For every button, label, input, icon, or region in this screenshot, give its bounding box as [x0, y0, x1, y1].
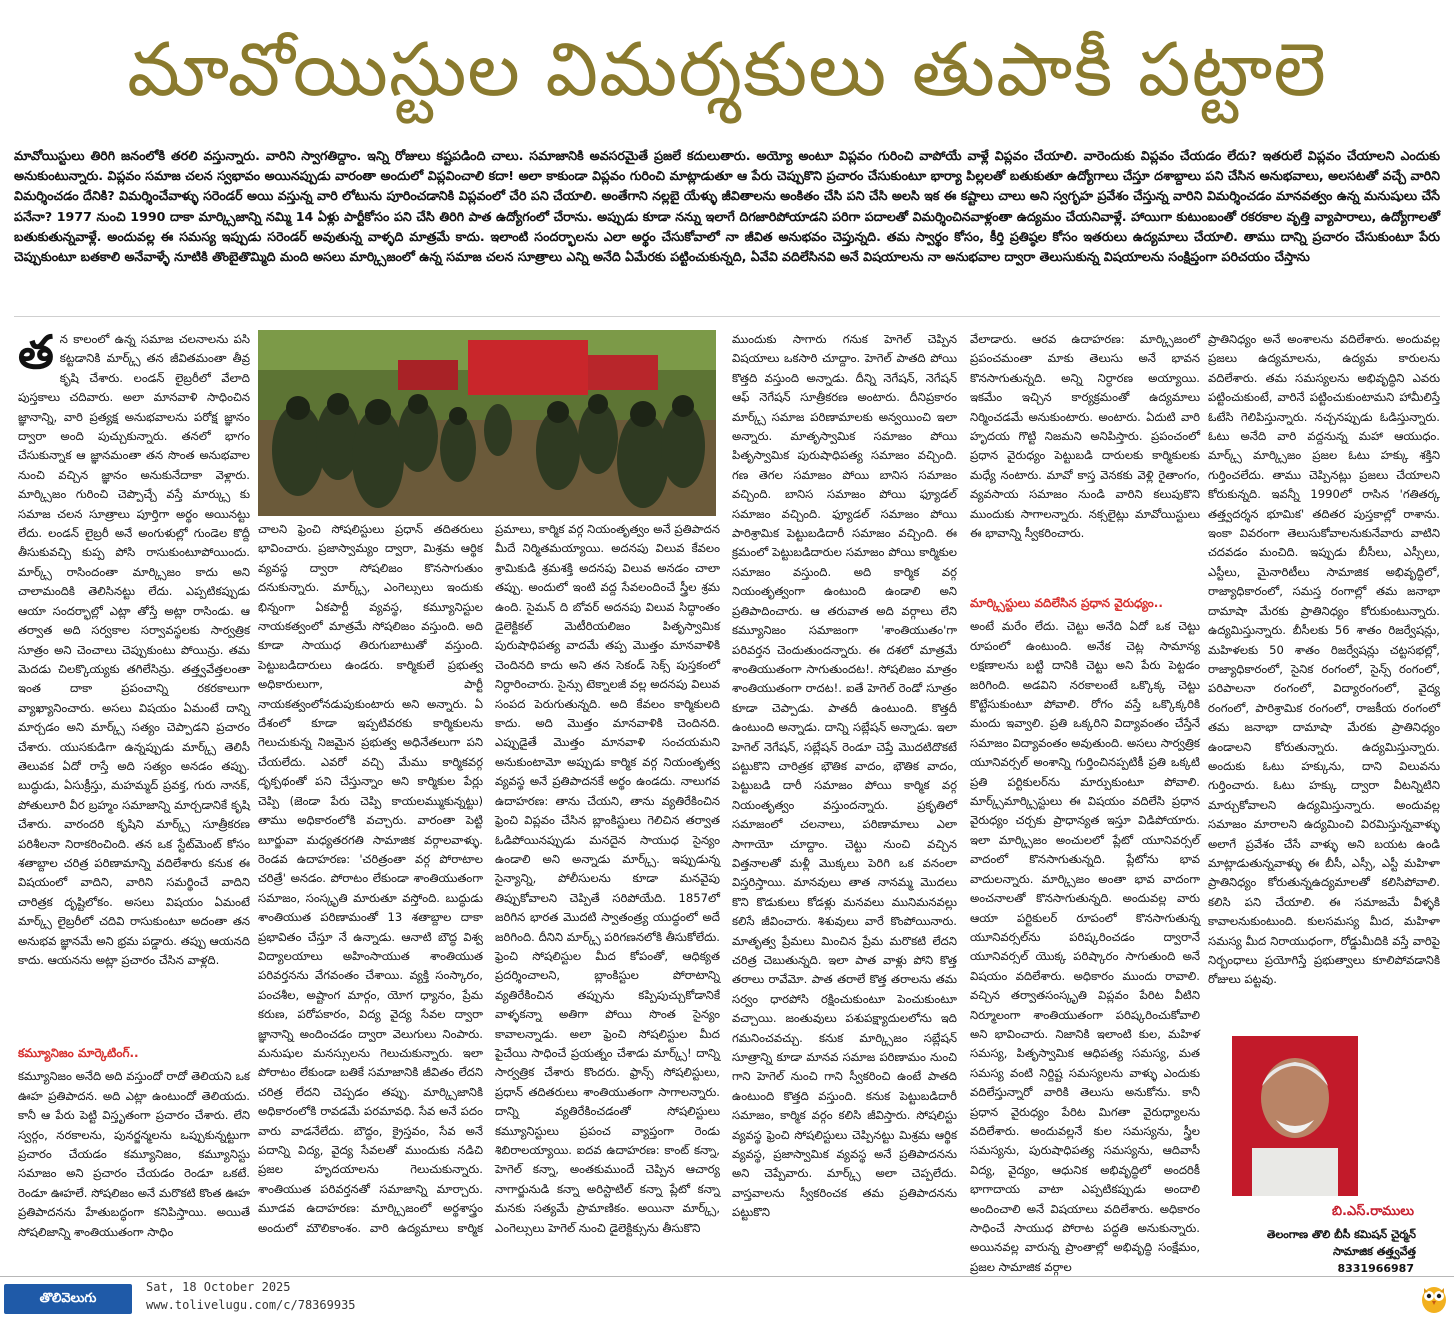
- author-role: [1196, 1226, 1416, 1260]
- author-role-line-2: సామాజిక తత్త్వవేత్త: [1332, 1245, 1416, 1258]
- article-column-4-section: [970, 594, 1200, 1274]
- column-1-text: న కాలంలో ఉన్న సమాజ చలనాలను పసి కట్టడానికి మార్క్స్ తన జీవితమంతా తీవ్ర కృషి చేశారు. లండన్ లైబ్రరీలో వేలాది పుస్తకాలు చదివారు. అలా మానవాళి సాధించిన జ్ఞానాన్ని, వారి ప్రత్యక్ష అనుభవాలను పరోక్ష జ్ఞానం ద్వారా అంది పుచ్చుకున్నారు. తనలో భాగం చేసుకున్నాక ఆ జ్ఞానమంతా తన సొంత అనుభవాల నుంచి వచ్చిన జ్ఞానం అనుకునేదాకా వెళ్లారు. మార్క్సిజం గురించి చెప్పొచ్చే వస్తే మార్క్సు కు సమాజ చలన సూత్రాలు పూర్తిగా అర్థం అయినట్టు లేదు. లండన్ లైబ్రరీ అనే అంగుళుల్లో గుండెల కొద్దీ తీసుకువచ్చి కుప్ప పోసి రాసుకుంటూపోయిందు. మార్క్స్ రాసిందంతా మార్క్సిజం కాదు అని చాలామందికి తెలిసినట్టు లేదు. ఎప్పటికప్పుడు ఆయా సందర్భాల్లో ఎట్లా తోస్తే అట్లా రాసిండు. ఆ తర్వాత అది సర్వకాల సర్వావస్థలకు సార్వత్రిక సూత్రం అని చెంచాలు చెప్పుకుంటు పోయిన్రు. తమ మెదడు చిలక్కొయ్యకు తగిలేసిన్రు. తత్త్వవేత్తలంతా ఇంత దాకా ప్రపంచాన్ని రకరకాలుగా వ్యాఖ్యానించారు. అసలు విషయం ఏమంటే దాన్ని మార్చడం అని మార్క్స్ సత్యం చెప్పాడని ప్రచారం చేశారు. యుసకుడిగా ఉన్నప్పుడు మార్క్స్ తెలిసీ తెలువక ఏదో రాస్తే అది సత్యం అనడం తప్పు. బుద్ధుడు, ఏసుక్రీస్తు, మహమ్మద్ ప్రవక్త, గురు నానక్, పోతులూరి వీర బ్రహ్మం సమాజాన్ని మార్చడానికే కృషి చేశారు. వారందరి కృషిని మార్క్స్ సూత్రీకరణ పరిశీలనా నిరాకరించింది. తన ఒక స్టేట్‌మెంట్ కోసం శతాబ్దాల చరిత్ర పరిణామాన్ని వదిలేశారు కనుక ఈ విషయంలో వాదిని, వారిని సమర్థించే వాదిని చారిత్రక దృష్టిలోకం. అసలు విషయం ఏమంటే మార్క్స్ లైబ్రరీలో చదివి రాసుకుంటూ అదంతా తన అనుభవ జ్ఞానమే అని భ్రమ పడ్డారు. తప్పు ఆయనది కాదు. ఆయనను అట్లా ప్రచారం చేసిన వాళ్లది.: [18, 332, 250, 967]
- article-column-5: ప్రాతినిధ్యం అనే అంశాలను వదిలేశారు. అందువల్ల ప్రజలు ఉద్యమాలను, ఉద్యమ కారులను వదిలేశారు. తమ సమస్యలను అభివృద్ధిని ఎవరు పట్టించుకుంటే, వారినే పట్టించుకుంటామని హామీలిస్తే ఓటేసి గెలిపిస్తున్నారు. నచ్చనప్పుడు ఓడిస్తున్నారు. ఓటు అనేది వారి వద్దనున్న మహా ఆయుధం. మార్క్స్ మార్క్సిజం ప్రజల ఓటు హక్కు శక్తిని గుర్తించలేదు. తాము చెప్పినట్లు ప్రజలు చేయాలని కోరుకున్నది. ఇవన్నీ 1990లో రాసిన 'గతితర్క తత్త్వదర్శన భూమిక' తదితర పుస్తకాల్లో రాశాను. ఇంకా వివరంగా తెలుసుకోవాలనుకునేవారు వాటిని చదవడం మంచిది. ఇప్పుడు బీసీలు, ఎస్సీలు, ఎస్టీలు, మైనారిటీలు సామాజిక అభివృద్ధిలో, రాజ్యాధికారంలో, సమస్త రంగాల్లో తమ జనాభా దామాషా మేరకు ప్రాతినిధ్యం కోరుకుంటున్నారు. ఉద్యమిస్తున్నారు. బీసీలకు 56 శాతం రిజర్వేషన్లు, మహిళలకు 50 శాతం రిజర్వేషన్లు చట్టసభల్లో, రాజ్యాధికారంలో, సైనిక రంగంలో, సైన్స్ రంగంలో, పరిపాలనా రంగంలో, విద్యారంగంలో, వైద్య రంగంలో, పారిశ్రామిక రంగంలో, రాజకీయ రంగంలో తమ జనాభా దామాషా మేరకు ప్రాతినిధ్యం ఉండాలని కోరుతున్నారు. ఉద్యమిస్తున్నారు. అందుకు ఓటు హక్కును, దాని విలువను గుర్తించారు. ఓటు హక్కు ద్వారా వీటన్నిటిని మార్చుకోవాలని ఉద్యమిస్తున్నారు. అందువల్ల సమాజం మారాలని ఉద్యమించి విరమిస్తున్నవాళ్ళు అలాగే ప్రవేశం చేసే వాళ్ళు అని బయట ఉండి మాట్లాడుతున్నవాళ్ళు ఈ బీసీ, ఎస్సీ, ఎస్టీ మహిళా ప్రాతినిధ్యం కోరుతున్నఉద్యమాలతో కలిసిపోవాలి. కలిసి పని చేయాలి. ఈ సమాజమే వీళ్ళకి కావాలనుకుంటుంది. కులసమస్య మీద, మహిళా సమస్య మీద నిరాయుధంగా, రోడ్డుమీదికి వస్తే వారిపై నిర్బంధాలు ప్రయోగిస్తే ప్రభుత్వాలు కూలిపోవడానికి రోజులు పట్టవు.: [1208, 332, 1440, 987]
- subhead-main-contradiction: మార్క్సిస్టులు వదిలేసిన ప్రధాన వైరుధ్యం..: [970, 596, 1163, 610]
- column-4b-text: అంటే మరేం లేదు. చెట్టు అనేది ఏదో ఒక చెట్టు రూపంలో ఉంటుంది. అనేక చెట్ల సామాన్య లక్షణాలను బట్టి దానికి చెట్టు అని పేరు పెట్టడం జరిగింది. అడవిని నరకాలంటే ఒక్కొక్క చెట్టు కొట్టేసుకుంటూ పోవాలి. రోగం వస్తే ఒక్కొక్కరికి మందు ఇవ్వాలి. ప్రతి ఒక్కరిని విద్యావంతం చేస్తేనే సమాజం విద్యావంతం అవుతుంది. అసలు సార్వత్రిక యూనివర్సల్ అంశాన్ని గుర్తించినప్పటికీ ప్రతి ఒక్కటి ప్రతి పర్టికులర్‌ను మార్పుకుంటూ పోవాలి. మార్క్స్‌మార్క్సిస్టులు ఈ విషయం వదిలేసి ప్రధాన వైరుధ్యం చర్చకు ప్రాధాన్యత ఇస్తూ విడిపోయారు. ఇలా మార్క్సిజం అంచులలో ప్లేటో యూనివర్సల్ వాదంలో కొనసాగుతున్నది. ప్లేటోను భావ వాదులన్నారు. మార్క్సిజం అంతా భావ వాదంగా అంచనాలతో కొనసాగుతున్నది. అందువల్ల వారు ఆయా పర్టికులర్ రూపంలో కొనసాగుతున్న యూనివర్సల్‌ను పరిష్కరించడం ద్వారానే యూనివర్సల్ యొక్క పరిష్కారం సాగుతుంది అనే విషయం వదిలేశారు. అధికారం ముందు రావాలి. వచ్చిన తర్వాతసంస్కృతి విప్లవం పేరిట వీటిని నిర్మూలంగా శాంతియుతంగా పరిష్కరించుకోవాలి అని భావించారు. నిజానికి ఇలాంటి కుల, మహిళ సమస్య, పితృస్వామిక ఆధిపత్య సమస్య, మత సమస్య వంటి నిర్దిష్ట సమస్యలను వాళ్ళు ఎందుకు వదిలేస్తున్నారో వారికి తెలుసు అనుకోను. కానీ ప్రధాన వైరుధ్యం పేరిట మిగతా వైరుధ్యాలను వదిలేశారు. అందువల్లనే కుల సమస్యను, స్త్రీల సమస్యను, పురుషాధిపత్య సమస్యను, ఆదివాసీ విద్య, వైద్యం, ఆధునిక అభివృద్ధిలో అందరికీ భాగాదాయ వాటా ఎప్పటికప్పుడు అందాలి అందించాలి అనే విషయాలు వదిలేశారు. అధికారం సాధించే సాయుధ పోరాట పద్ధతి అనుకున్నారు. అయినవల్ల వారున్న ప్రాంతాల్లో అభివృద్ధి సంక్షేమం, ప్రజల సామాజిక వర్గాల: [970, 619, 1200, 1274]
- owl-icon[interactable]: [1418, 1282, 1450, 1314]
- subhead-communism-marketing: కమ్యూనిజం మార్కెటింగ్..: [18, 1046, 139, 1060]
- author-phone: 8331966987: [1337, 1262, 1414, 1275]
- photo-illustration: [258, 330, 716, 516]
- footer-divider: [0, 1276, 1454, 1277]
- publication-logo[interactable]: తొలివెలుగు: [4, 1284, 132, 1314]
- article-column-1-section: [18, 1044, 250, 1264]
- intro-paragraph: మావోయిస్టులు తిరిగి జనంలోకి తరలి వస్తున్నారు. వారిని స్వాగతిద్దాం. ఇన్ని రోజులు కష్టపడింది చాలు. సమాజానికి అవసరమైతే ప్రజలే కదులుతారు. అయ్యో అంటూ విప్లవం గురించి వాపోయే వాళ్లే విప్లవం చేయాలి. వారెందుకు విప్లవం చేయడం లేదు? ఇతరులే విప్లవం చేయాలని ఎందుకు అనుకుంటున్నారు. విప్లవం సమాజ చలన స్వభావం అయినప్పుడు వారంతా అందులో విప్లవించాలి కదా! అలా కాకుండా విప్లవం గురించి మాట్లాడుతూ ఆ పేరు చెప్పుకొని ప్రచారం చేసుకుంటూ భార్యా పిల్లలతో బతుకుతూ ఉద్యోగాలు చేస్తూ దశాబ్దాలు పని చేసిన అనుభవాలు, అలసటతో వచ్చే వారిని విమర్శించడం దేనికి? విమర్శించేవాళ్ళు సరెండర్ అయి వస్తున్న వారి లోటును పూరించడానికి విప్లవంలో చేరి పని చేయాలి. అంతేగాని నల్లబై యేళ్ళు జీవితాలను అంకితం చేసి పని చేసి అలసి ఇక ఈ కష్టాలు చాలు అని స్వగృహ ప్రవేశం చేస్తున్న వారిని విమర్శించడం మానవత్వం ఉన్న మనుషులు చేసే పనేనా? 1977 నుంచి 1990 దాకా మార్క్సిజాన్ని నమ్మి 14 ఏళ్లు పార్టీకోసం పని చేసి తిరిగి పాత ఉద్యోగంలో చేరాను. అప్పుడు కూడా నన్ను ఇలాగే దిగజారిపోయాడని పరిగా పదాలతో విమర్శించినవాళ్లంతా ఉద్యమం చేయనివాళ్లే. హాయిగా కుటుంబంతో రకరకాల వృత్తి వ్యాపారాలు, ఉద్యోగాలతో బతుకుతున్నవాళ్లే. అందువల్ల ఈ సమస్య ఇప్పుడు సరెండర్ అవుతున్న వాళ్ళది మాత్రమే కాదు. ఇలాంటి సందర్భాలను ఎలా అర్థం చేసుకోవాలో నా జీవిత అనుభవం చెప్తున్నది. తమ స్వార్థం కోసం, కీర్తి ప్రతిష్ఠల కోసం ఇతరులు ఉద్యమాలు చేయాలి. తాము దాన్ని ప్రచారం చేసుకుంటూ పేరు చెప్పుకుంటూ బతకాలి అనేవాళ్ళే నూటికి తొంబైతొమ్మిది మంది అసలు మార్క్సిజంలో ఉన్న సమాజ చలన సూత్రాలు ఎన్ని అనేది ఏమేరకు పట్టించుకున్నది, ఏవేవి వదిలేసినవి అనే విషయాలను నా అనుభవాల ద్వారా తెలుసుకున్న విషయాలను సంక్షిప్తంగా పరిచయం చేస్తాను: [14, 148, 1440, 265]
- author-photo: [1232, 1036, 1358, 1196]
- article-column-4-top: వేలాడారు. ఆరవ ఉదాహరణ: మార్క్సిజంలో ప్రపంచమంతా మాకు తెలుసు అనే భావన కొనసాగుతున్నది. అన్ని నిర్ధారణ అయ్యాయి. ఇకమేం ఇచ్చిన కార్యక్రమంతో ఉద్యమాలు నిర్మించడమే అనుకుంటారు. అంటారు. ఏదుటి వారి హృదయ గొట్టి నిజమని అనిపిస్తారు. ప్రపంచంలో ప్రధాన వైరుధ్యం పెట్టుబడి దారులకు కార్మికులకు మధ్యే నంటారు. మావో కాస్త వెనకకు వెళ్లి రైతాంగం, వ్యవసాయ సమాజం నుండి వారిని కలుపుకొని ముందుకు సాగాలన్నారు. నక్సలైట్లు మావోయిస్టులు ఈ భావాన్ని స్వీకరించారు.: [970, 332, 1200, 541]
- intro-divider: [14, 316, 1440, 317]
- article-photo-marching-cadres: [258, 330, 716, 516]
- article-column-2-3: చాలని ఫ్రెంచి సోషలిస్టులు ప్రధాన్ తదితరులు భావించారు. ప్రజాస్వామ్యం ద్వారా, మిశ్రమ ఆర్థిక వ్యవస్థ ద్వారా సోషలిజం కొనసాగుతుం దనుకున్నారు. మార్క్స్, ఎంగెల్సులు ఇందుకు భిన్నంగా ఏకపార్టీ వ్యవస్థ, కమ్యూనిస్టుల నాయకత్వంలో మాత్రమే సోషలిజం వస్తుంది. అది కూడా సాయుధ తిరుగుబాటుతో వస్తుంది. పెట్టుబడిదారులు ఉండరు. కార్మికులే ప్రభుత్వ అధికారులుగా, పార్టీ నాయకత్వంలోనడుపుకుంటారు అని అన్నారు. ఏ దేశంలో కూడా ఇప్పటివరకు కార్మికులను గెలుచుకున్న నిజమైన ప్రభుత్వ అధినేతలుగా పని చేయలేదు. ఎవరో వచ్చి మేము కార్మికవర్గ దృక్పథంతో పని చేస్తున్నాం అని కార్మికుల పేర్లు చెప్పి (జెండా పేరు చెప్పి కాయలమ్ముకున్నట్టు) తాము అధికారంలోకి వచ్చారు. వారంతా పెట్టి బూర్జువా మధ్యతరగతి సామాజిక వర్గాలవాళ్ళు. రెండవ ఉదాహరణ: 'చరిత్రంతా వర్గ పోరాటాల చరిత్రే' అనడం. పోరాటం లేకుండా శాంతియుతంగా సమాజం, సంస్కృతి మారుతూ వస్తోంది. బుద్ధుడు శాంతియుత పరిణామంతో 13 శతాబ్దాల దాకా ప్రభావితం చేస్తూ నే ఉన్నాడు. ఆనాటి బౌద్ధ విశ్వ విద్యాలయాలు అహింసాయుత శాంతియుత పరివర్తనను వేగవంతం చేశాయి. వ్యక్తి సంస్కారం, పంచశీల, అష్టాంగ మార్గం, యోగ ధ్యానం, ప్రేమ కరుణ, పరోపకారం, విద్య వైద్య సేవల ద్వారా జ్ఞానాన్ని అందించడం ద్వారా వెలుగులు నింపారు. మనుషుల మనస్సులను గెలుచుకున్నారు. ఇలా పోరాటం లేకుండా బతికే సమాజానికి జీవితం లేదని చరిత్ర లేదని చెప్పడం తప్పు. మార్క్సిజానికి అధికారంలోకి రావడమే పరమావధి. సేవ అనే పదం వారు వాడనేలేదు. బౌద్ధం, క్రైస్తవం, సేవ అనే పదాన్ని విద్య, వైద్య సేవలతో ముందుకు నడిచి ప్రజల హృదయాలను గెలుచుకున్నారు. శాంతియుత పరివర్తనతో సమాజాన్ని మార్చారు. మూడవ ఉదాహరణ: మార్క్సిజంలో అర్థశాస్త్రం అందులో మౌలికాంశం. వారి ఉద్యమాలు కార్మిక ప్రమాలు, కార్మిక వర్గ నియంతృత్వం అనే ప్రతిపాదన మీదే నిర్మితమయ్యాయి. అదనపు విలువ కేవలం శ్రామికుడి శ్రమశక్తి అదనపు విలువ అనడం చాలా తప్పు. అందులో ఇంటి వద్ద సేవలందించే స్త్రీల శ్రమ ఉంది. సైమన్ ది బోవర్ అదనపు విలువ సిద్ధాంతం డైలెక్టికల్ మెటీరియలిజం పితృస్వామిక పురుషాధిపత్య వాదమే తప్ప మొత్తం మానవాళికి చెందినది కాదు అని తన సెకండ్ సెక్స్ పుస్తకంలో నిర్ధారించారు. సైన్సు టెక్నాలజీ వల్ల అదనపు విలువ సంపద పెరుగుతున్నది. అది కేవలం కార్మికులది కాదు. అది మొత్తం మానవాళికి చెందినది. ఎప్పుడైతే మొత్తం మానవాళి సంచయమని అనుకుంటామో అప్పుడు కార్మిక వర్గ నియంతృత్వ వ్యవస్థ అనే ప్రతిపాదనకే అర్థం ఉండదు. నాలుగవ ఉదాహరణ: తాను చేయని, తాను వ్యతిరేకించిన ఫ్రెంచి విప్లవం చేసిన బ్లాంకిస్టులు గెలిచిన తర్వాత ఓడిపోయినప్పుడు మనదైన సాయుధ సైన్యం ఉండాలి అని అన్నాడు మార్క్స్. ఇప్పుడున్న సైన్యాన్ని, పోలీసులను కూడా మనవైపు తిప్పుకోవాలని చెప్పితే సరిపోయేది. 1857లో జరిగిన భారత మొదటి స్వాతంత్ర్య యుద్ధంలో అదే జరిగింది. దీనిని మార్క్స్ పరిగణనలోకి తీసుకోలేదు. ఫ్రెంచి సోషలిస్టుల మీద కోపంతో, ఆధిక్యత ప్రదర్శించాలని, బ్లాంకిస్టుల పోరాటాన్ని వ్యతిరేకించిన తప్పును కప్పిపుచ్చుకోడానికే వాళ్ళకన్నా అతిగా పోయి సొంత సైన్యం కావాలన్నాడు. అలా ఫ్రెంచి సోషలిస్టుల మీద పైచేయి సాధించే ప్రయత్నం చేశాడు మార్క్స్! దాన్ని సార్వత్రిక చేశారు కొందరు. ఫ్రాన్స్ సోషలిస్టులు, ప్రధాన్ తదితరులు శాంతియుతంగా సాగాలన్నారు. దాన్ని వ్యతిరేకించడంతో సోషలిస్టులు కమ్యూనిస్టులు ప్రపంచ వ్యాప్తంగా రెండు శిబిరాలయ్యాయి. ఐదవ ఉదాహరణ: కాంట్ కన్నా, హెగెల్ కన్నా, అంతకుముందే చెప్పిన ఆచార్య నాగార్జునుడి కన్నా అరిస్టాటిల్ కన్నా ప్లేటో కన్నా మనకు సత్యమే ప్రామాణికం. అయినా మార్క్స్, ఎంగెల్సులు హెగెల్ నుంచి డైలెక్టిక్సును తీసుకొని: [258, 522, 720, 1235]
- column-1b-text: కమ్యూనిజం అనేది అది వస్తుందో రాదో తెలియని ఒక ఊహ ప్రతిపాదన. అది ఎట్లా ఉంటుందో తెలియదు. కానీ ఆ పేరు పెట్టి విస్తృతంగా ప్రచారం చేశారు. లేని స్వర్గం, నరకాలను, పునర్జన్మలను ఒప్పుకున్నట్టుగా ప్రచారం చేయడం కమ్యూనిజం, కమ్యూనిస్టు సమాజం అని ప్రచారం చేయడం రెండూ ఒకటే. రెండూ ఊహలే. సోషలిజం అనే మరొకటి కొంత ఊహ ప్రతిపాదనను హేతుబద్ధంగా కనిపిస్తాయి. అయితే సోషలిజాన్ని శాంతియుతంగా సాధిం: [18, 1069, 250, 1239]
- author-role-line-1: తెలంగాణ తొలి బీసీ కమిషన్ చైర్మన్: [1266, 1228, 1416, 1241]
- publication-date: Sat, 18 October 2025: [146, 1280, 291, 1294]
- headline: మావోయిస్టుల విమర్శకులు తుపాకీ పట్టాలె: [127, 27, 1327, 113]
- article-url[interactable]: www.tolivelugu.com/c/78369935: [146, 1298, 356, 1312]
- author-portrait: [1232, 1036, 1358, 1196]
- drop-cap: త: [18, 325, 54, 379]
- article-column-1: [18, 325, 250, 1030]
- article-column-3-top: ముందుకు సాగారు గనుక హెగెల్ చెప్పిన విషయాలు ఒకసారి చూద్దాం. హెగెల్ పాతది పోయి కొత్తది వస్తుంది అన్నాడు. దీన్ని నెగేషన్, నెగేషన్ ఆఫ్ నెగేషన్ సూత్రీకరణ అంటారు. దీనిప్రకారం మార్క్స్ సమాజ పరిణామాలకు అన్వయించి ఇలా అన్నారు. మాతృస్వామిక సమాజం పోయి పితృస్వామిక పురుషాధిపత్య సమాజం వచ్చింది. గణ తెగల సమాజం పోయి బానిస సమాజం వచ్చింది. బానిస సమాజం పోయి ఫ్యూడల్ సమాజం వచ్చింది. ఫ్యూడల్ సమాజం పోయి పారిశ్రామిక పెట్టుబడిదారీ సమాజం వచ్చింది. ఈ క్రమంలో పెట్టుబడిదారుల సమాజం పోయి కార్మికుల సమాజం వస్తుంది. అది కార్మిక వర్గ నియంతృత్వంగా ఉంటుంది ఉండాలి అని ప్రతిపాదించారు. ఆ తరువాత అది వర్గాలు లేని కమ్యూనిజం సమాజంగా 'శాంతియుతం'గా పరివర్తన చెందుతుందన్నారు. ఈ దశలో మాత్రమే శాంతియుతంగా సాగుతుందట!. సోషలిజం మాత్రం శాంతియుతంగా రాదట!. ఐతే హెగెల్ రెండో సూత్రం కూడా చెప్పాడు. పాతదీ ఉంటుంది. కొత్తదీ ఉంటుంది అన్నాడు. దాన్ని సబ్లేషన్ అన్నాడు. ఇలా హెగెల్ నెగేషన్, సబ్లేషన్ రెండూ చెప్తే మొదటిదొకటే పట్టుకొని చారిత్రక భౌతిక వాదం, భౌతిక వాదం, పెట్టుబడి దారీ సమాజం పోయి కార్మిక వర్గ నియంతృత్వం వస్తుందన్నారు. ప్రకృతిలో సమాజంలో చలనాలు, పరిణామాలు ఎలా సాగాయో చూద్దాం. చెట్టు నుంచి వచ్చిన విత్తనాలతో మళ్లీ మొక్కలు పెరిగి ఒక వనంలా విస్తరిస్తాయి. మానవులు తాత నానమ్మ మొదలు కొని కొడుకులు కోడళ్లు మనవలు మునిమనవల్లు కలిసే జీవించారు. శిశువులు వారే కొంపోయినారు. మాతృత్వ ప్రేమలు మించిన ప్రేమ మరొకటి లేదని చరిత్ర చెబుతున్నది. ఇలా పాత వాళ్లు పోని కొత్త తరాలు రావేమో. పాత తరాలే కొత్త తరాలను తమ సర్వం ధారపోసి రక్షించుకుంటూ పెంచుకుంటూ వచ్చాయి. జంతువులు పశుపక్ష్యాదులలోను ఇది గమనించవచ్చు. కనుక మార్క్సిజం సబ్లేషన్ సూత్రాన్ని కూడా మానవ సమాజ పరిణామం నుంచి గాని హెగెల్ నుంచి గాని స్వీకరించి ఉంటే పాతది ఉంటుంది కొత్తది వస్తుంది. కనుక పెట్టుబడిదారీ సమాజం, కార్మిక వర్గం కలిసి జీవిస్తారు. సోషలిస్టు వ్యవస్థ ఫ్రెంచి సోషలిస్టులు చెప్పినట్టు మిశ్రమ ఆర్థిక వ్యవస్థ, ప్రజాస్వామిక వ్యవస్థ అనే ప్రతిపాదనను అని చెప్పేవారు. మార్క్స్ అలా చెప్పలేదు. వాస్తవాలను స్వీకరించక తమ ప్రతిపాదనను పట్టుకొని: [732, 332, 957, 1220]
- author-name: బి.ఎస్.రాములు: [1331, 1204, 1414, 1219]
